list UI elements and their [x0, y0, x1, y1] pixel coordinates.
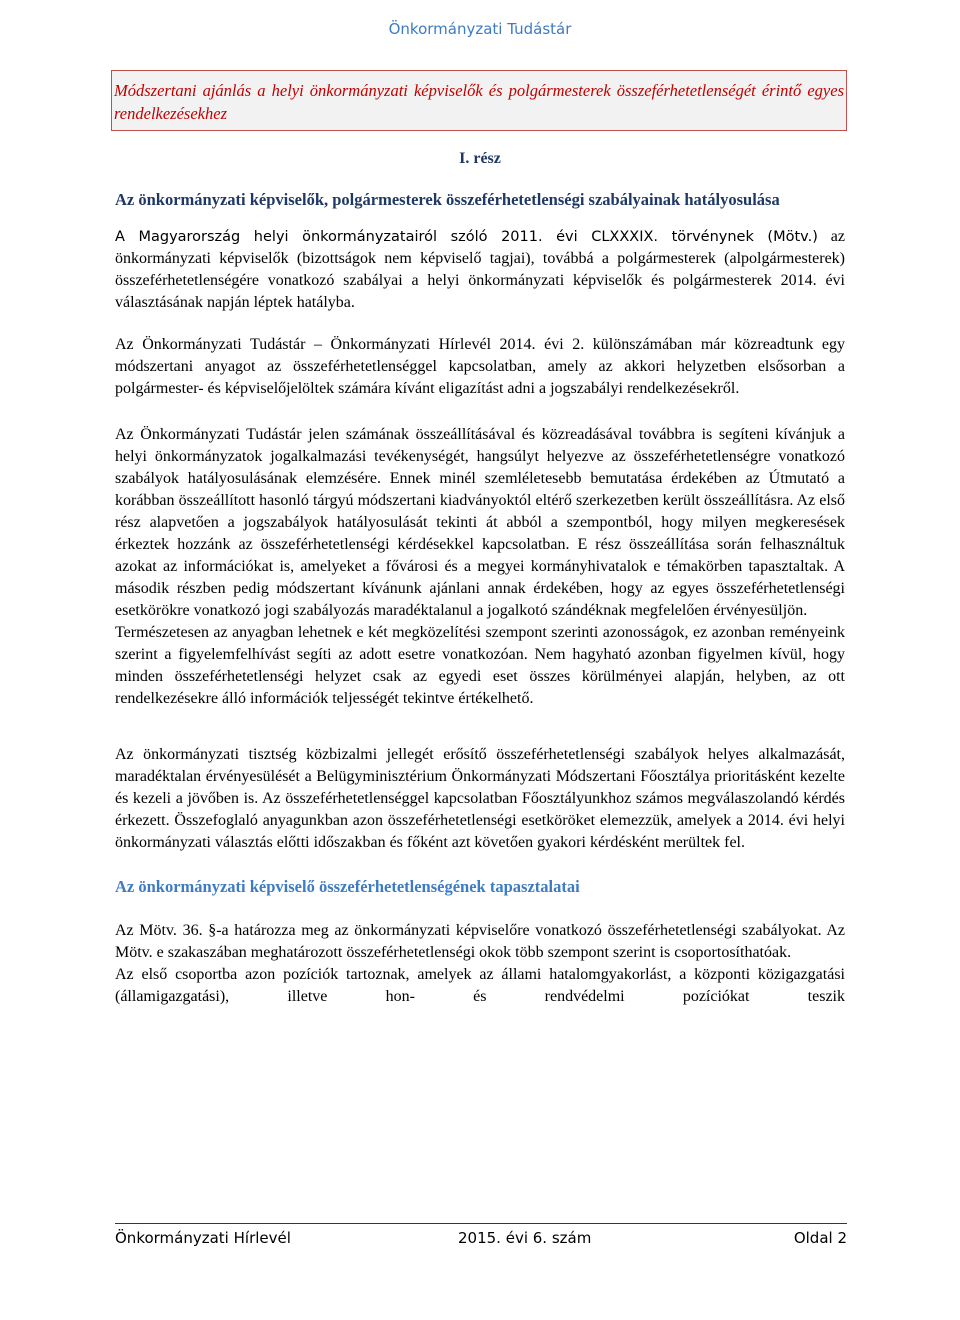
- subsection-heading: Az önkormányzati képviselő összeférhetetlenségének tapasztalatai: [115, 877, 580, 896]
- page-footer: [115, 1223, 847, 1251]
- document-body: [115, 148, 845, 1008]
- footer-page-number: Oldal 2: [793, 1229, 847, 1247]
- paragraph-lead: A Magyarország helyi önkormányzatairól szóló 2011. évi CLXXXIX. törvénynek (Mötv.): [115, 229, 818, 245]
- footer-issue: 2015. évi 6. szám: [458, 1229, 592, 1247]
- part-label: I. rész: [459, 150, 501, 167]
- paragraph: [115, 226, 845, 314]
- paragraph: Az Önkormányzati Tudástár – Önkormányzati Hírlevél 2014. évi 2. különszámában már közreadtunk egy módszertani anyagot az összeférhetetlenséggel kapcsolatban, amely az akkori helyzetben elsősorban a polgármester- és képviselőjelöltek számára kívánt eligazítást adni a jogszabályi rendelkezésekről.: [115, 336, 845, 397]
- paragraph: Az önkormányzati tisztség közbizalmi jellegét erősítő összeférhetetlenségi szabályok helyes alkalmazását, maradéktalan érvényesülését a Belügyminisztérium Önkormányzati Módszertani Főosztálya prioritásként kezelte és kezeli a jövőben is. Az összeférhetetlenséggel kapcsolatban Főosztályunkhoz számos megválaszolandó kérdés érkezett. Összefoglaló anyagunkban azon összeférhetetlenségi esetköröket elemezzük, amelyek a 2014. évi helyi önkormányzati választás előtti időszakban és főként azt követően gyakori kérdésként merültek fel.: [115, 746, 845, 851]
- running-header: Önkormányzati Tudástár: [388, 20, 572, 38]
- paragraph: Az Mötv. 36. §-a határozza meg az önkormányzati képviselőre vonatkozó összeférhetetlenségi szabályokat. Az Mötv. e szakaszában meghatározott összeférhetetlenségi okok több szempont szerint is csoportosíthatóak.: [115, 922, 845, 961]
- paragraph: Az Önkormányzati Tudástár jelen számának összeállításával és közreadásával továbbra is segíteni kívánjuk a helyi önkormányzatok jogalkalmazási tevékenységét, hangsúlyt helyezve az összeférhetetlenségre vonatkozó szabályok hatályosulásának elemzésére. Ennek minél szemléletesebb bemutatása érdekében az Útmutató a korábban összeállított hasonló tárgyú módszertani kiadványoktól eltérő szerkezetben került összeállításra. Az első rész alapvetően a jogszabályok hatályosulását tekinti át abból a szempontból, hogy milyen megkeresések érkeztek hozzánk az összeférhetetlenségi kérdésekkel kapcsolatban. E rész összeállítása során felhasználtuk azokat az információkat is, amelyeket a fővárosi és a megyei kormányhivatalok e témakörben tapasztaltak. A második részben pedig módszertant kívánunk ajánlani annak érdekében, hogy az egyes összeférhetetlenségi esetkörökre vonatkozó jogi szabályozás maradéktalanul a jogalkotó szándéknak megfelelően érvényesüljön.: [115, 426, 845, 619]
- section-heading: Az önkormányzati képviselők, polgármesterek összeférhetetlenségi szabályainak hatályosulása: [115, 190, 780, 209]
- paragraph: Természetesen az anyagban lehetnek e két megközelítési szempont szerinti azonosságok, ez azonban reményeink szerint a figyelemfelhívást segíti az adott esetre vonatkozóan. Nem hagyható azonban figyelmen kívül, hogy minden összeférhetetlenségi helyzet csak az egyedi eset összes körülményei alapján, helyben, az ott rendelkezésekre álló információk teljességét tekintve értékelhető.: [115, 624, 845, 707]
- document-title-box: Módszertani ajánlás a helyi önkormányzati képviselők és polgármesterek összeférhetetlenségét érintő egyes rendelkezésekhez: [111, 70, 847, 131]
- paragraph-rest: az önkormányzati képviselők (bizottságok nem képviselő tagjai), továbbá a polgármesterek (alpolgármesterek) összeférhetetlenségére vonatkozó szabályai a helyi önkormányzati képviselők és polgármesterek 2014. évi választásának napján léptek hatályba.: [115, 228, 845, 311]
- paragraph: Az első csoportba azon pozíciók tartoznak, amelyek az állami hatalomgyakorlást, a központi közigazgatási (államigazgatási), illetve hon- és rendvédelmi pozíciókat teszik: [115, 966, 845, 1005]
- footer-publication: Önkormányzati Hírlevél: [115, 1229, 291, 1247]
